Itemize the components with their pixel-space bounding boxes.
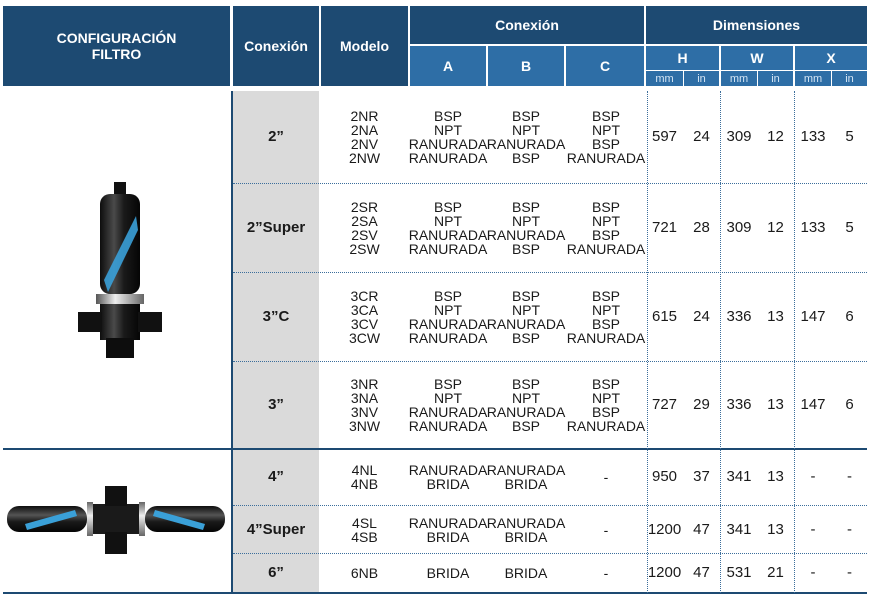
x-mm-cell: -: [810, 468, 816, 485]
a-value: BSP: [433, 376, 462, 392]
b-value: BSP: [511, 376, 540, 392]
conexion-cell: 2”: [268, 128, 284, 145]
modelo-value: 4NB: [350, 476, 379, 492]
modelo-value: 3CA: [350, 302, 379, 318]
b-value: BRIDA: [504, 476, 548, 492]
a-value: RANURADA: [408, 514, 488, 531]
a-value: RANURADA: [408, 316, 488, 332]
b-value: BSP: [511, 150, 540, 166]
c-value: BSP: [591, 316, 620, 332]
x-in-cell: 5: [845, 128, 854, 145]
w-mm-cell: 341: [726, 520, 752, 538]
h-mm-cell: 1200: [647, 564, 682, 581]
a-cell: [410, 449, 486, 505]
c-value: BSP: [591, 376, 620, 392]
b-value: BRIDA: [504, 565, 548, 581]
b-value: RANURADA: [486, 462, 566, 478]
h-in-cell: 28: [693, 219, 710, 236]
w-mm-cell: 336: [726, 396, 752, 413]
w-mm-cell: 531: [726, 564, 752, 581]
conexion-cell: 4”Super: [246, 520, 306, 538]
h-in-cell: 24: [693, 128, 710, 145]
c-value: BSP: [591, 288, 620, 304]
b-value: BSP: [511, 288, 540, 304]
modelo-value: 2SR: [350, 199, 379, 215]
conexion-cell: 4”: [268, 468, 284, 485]
modelo-value: 2NA: [350, 122, 379, 138]
a-value: BRIDA: [426, 476, 470, 492]
w-in-cell: 13: [767, 468, 784, 485]
horizontal-filter-image: [5, 482, 227, 558]
w-in-cell: 12: [767, 128, 784, 145]
h-mm-cell: 597: [651, 128, 678, 145]
b-value: RANURADA: [486, 514, 566, 531]
modelo-value: 2NW: [348, 150, 381, 166]
modelo-value: 2NR: [350, 108, 379, 124]
h-in-cell: 37: [693, 468, 710, 485]
header-modelo-label: Modelo: [340, 38, 389, 54]
x-in-cell: -: [847, 468, 852, 485]
header-conexion: [233, 6, 319, 86]
h-in-cell: 29: [693, 396, 710, 413]
a-cell: [410, 184, 486, 272]
b-cell: [488, 554, 564, 592]
a-value: RANURADA: [408, 330, 488, 346]
modelo-value: 2SV: [351, 227, 378, 243]
unit-x-in: in: [832, 71, 867, 86]
modelo-value: 2SA: [351, 213, 378, 229]
h-mm-cell: 721: [651, 219, 678, 236]
b-value: RANURADA: [486, 227, 566, 243]
x-in-cell: 6: [845, 308, 854, 325]
unit-h-mm: mm: [646, 71, 683, 86]
b-value: BSP: [511, 108, 540, 124]
b-value: NPT: [512, 213, 540, 229]
x-in-cell: 5: [845, 219, 854, 236]
modelo-value: 3NV: [350, 404, 379, 420]
x-mm-cell: -: [810, 564, 816, 581]
header-col-a-label: A: [442, 58, 454, 74]
vertical-filter-image: [70, 180, 170, 370]
header-config-label: CONFIGURACIÓN FILTRO: [56, 30, 177, 62]
x-in-cell: 6: [845, 396, 854, 413]
c-value: -: [603, 521, 609, 538]
x-mm-cell: 133: [800, 128, 826, 145]
a-value: BSP: [433, 288, 462, 304]
header-conexion-group-label: Conexión: [495, 17, 559, 33]
x-in-cell: -: [847, 520, 852, 538]
w-mm-cell: 309: [726, 128, 752, 145]
modelo-cell: [321, 273, 408, 361]
w-mm-cell: 336: [726, 308, 752, 325]
c-cell: [566, 273, 646, 361]
modelo-value: 2NV: [350, 136, 379, 152]
modelo-cell: [321, 91, 408, 183]
header-config: [3, 6, 230, 86]
b-value: NPT: [512, 302, 540, 318]
modelo-value: 6NB: [350, 565, 379, 581]
c-value: RANURADA: [566, 418, 646, 434]
a-value: NPT: [434, 302, 462, 318]
c-value: RANURADA: [566, 150, 646, 166]
c-value: NPT: [592, 302, 620, 318]
a-value: NPT: [434, 122, 462, 138]
header-col-b: [488, 46, 564, 86]
b-value: BSP: [511, 418, 540, 434]
unit-x-mm: mm: [795, 71, 831, 86]
header-col-w-label: W: [750, 50, 764, 66]
h-in-cell: 47: [693, 564, 710, 581]
conexion-cell: 2”Super: [246, 219, 306, 236]
modelo-cell: [321, 506, 408, 553]
w-in-cell: 13: [767, 396, 784, 413]
unit-h-in: in: [684, 71, 719, 86]
a-cell: [410, 362, 486, 448]
b-cell: [488, 506, 564, 553]
b-cell: [488, 449, 564, 505]
c-cell: [566, 449, 646, 505]
x-in-cell: -: [847, 564, 852, 581]
x-mm-cell: 147: [800, 308, 826, 325]
modelo-cell: [321, 449, 408, 505]
b-cell: [488, 362, 564, 448]
modelo-value: 3CR: [350, 288, 379, 304]
w-in-cell: 12: [767, 219, 784, 236]
b-cell: [488, 91, 564, 183]
a-value: NPT: [434, 213, 462, 229]
header-col-x-label: X: [826, 50, 836, 66]
unit-w-mm: mm: [721, 71, 757, 86]
a-value: BRIDA: [426, 528, 470, 545]
x-mm-cell: 133: [800, 219, 826, 236]
c-cell: [566, 506, 646, 553]
b-value: BSP: [511, 241, 540, 257]
a-value: RANURADA: [408, 136, 488, 152]
header-col-h-label: H: [677, 50, 688, 66]
header-col-c-label: C: [599, 58, 611, 74]
c-cell: [566, 91, 646, 183]
modelo-value: 3CW: [348, 330, 381, 346]
b-value: BSP: [511, 199, 540, 215]
header-conexion-group: [410, 6, 644, 44]
conexion-cell: 6”: [268, 564, 284, 581]
header-col-c: [566, 46, 644, 86]
b-value: BRIDA: [504, 528, 548, 545]
modelo-cell: [321, 362, 408, 448]
w-mm-cell: 309: [726, 219, 752, 236]
w-in-cell: 21: [767, 564, 784, 581]
x-mm-cell: -: [810, 520, 816, 538]
b-value: RANURADA: [486, 404, 566, 420]
a-value: BSP: [433, 108, 462, 124]
c-value: NPT: [592, 213, 620, 229]
w-in-cell: 13: [767, 308, 784, 325]
modelo-value: 3NW: [348, 418, 381, 434]
b-value: NPT: [512, 122, 540, 138]
h-in-cell: 24: [693, 308, 710, 325]
a-value: RANURADA: [408, 150, 488, 166]
a-cell: [410, 273, 486, 361]
h-mm-cell: 727: [651, 396, 678, 413]
c-value: BSP: [591, 404, 620, 420]
c-cell: [566, 184, 646, 272]
header-col-b-label: B: [520, 58, 532, 74]
a-value: BRIDA: [426, 565, 470, 581]
a-value: RANURADA: [408, 241, 488, 257]
a-cell: [410, 506, 486, 553]
bottom-border: [3, 592, 867, 594]
a-value: RANURADA: [408, 227, 488, 243]
header-modelo: [321, 6, 408, 86]
w-in-cell: 13: [767, 520, 784, 538]
c-value: -: [603, 469, 609, 485]
modelo-value: 4NL: [351, 462, 378, 478]
header-col-x: [795, 46, 867, 70]
b-value: RANURADA: [486, 136, 566, 152]
header-dimensiones-label: Dimensiones: [712, 17, 801, 33]
conexion-cell: 3”: [268, 396, 284, 413]
c-value: -: [603, 565, 609, 581]
a-value: RANURADA: [408, 462, 488, 478]
conexion-cell: 3”C: [262, 308, 290, 325]
modelo-value: 2SW: [349, 241, 380, 257]
a-cell: [410, 554, 486, 592]
h-mm-cell: 615: [651, 308, 678, 325]
b-value: RANURADA: [486, 316, 566, 332]
header-dimensiones: [646, 6, 867, 44]
c-value: BSP: [591, 136, 620, 152]
a-cell: [410, 91, 486, 183]
c-cell: [566, 554, 646, 592]
b-value: BSP: [511, 330, 540, 346]
c-cell: [566, 362, 646, 448]
modelo-value: 4SL: [352, 514, 377, 531]
b-cell: [488, 184, 564, 272]
modelo-cell: [321, 554, 408, 592]
modelo-value: 4SB: [351, 528, 378, 545]
h-in-cell: 47: [693, 520, 710, 538]
c-value: BSP: [591, 199, 620, 215]
c-value: RANURADA: [566, 330, 646, 346]
c-value: RANURADA: [566, 241, 646, 257]
unit-w-in: in: [758, 71, 793, 86]
h-mm-cell: 1200: [647, 520, 682, 538]
header-conexion-label: Conexión: [244, 38, 308, 54]
modelo-cell: [321, 184, 408, 272]
h-mm-cell: 950: [651, 468, 678, 485]
c-value: BSP: [591, 108, 620, 124]
a-value: RANURADA: [408, 418, 488, 434]
c-value: BSP: [591, 227, 620, 243]
a-value: RANURADA: [408, 404, 488, 420]
modelo-value: 3CV: [350, 316, 379, 332]
modelo-value: 3NR: [350, 376, 379, 392]
w-mm-cell: 341: [726, 468, 752, 485]
c-value: NPT: [592, 390, 620, 406]
header-col-w: [721, 46, 793, 70]
a-value: BSP: [433, 199, 462, 215]
modelo-value: 3NA: [350, 390, 379, 406]
b-value: NPT: [512, 390, 540, 406]
header-col-h: [646, 46, 719, 70]
b-cell: [488, 273, 564, 361]
header-col-a: [410, 46, 486, 86]
c-value: NPT: [592, 122, 620, 138]
a-value: NPT: [434, 390, 462, 406]
x-mm-cell: 147: [800, 396, 826, 413]
